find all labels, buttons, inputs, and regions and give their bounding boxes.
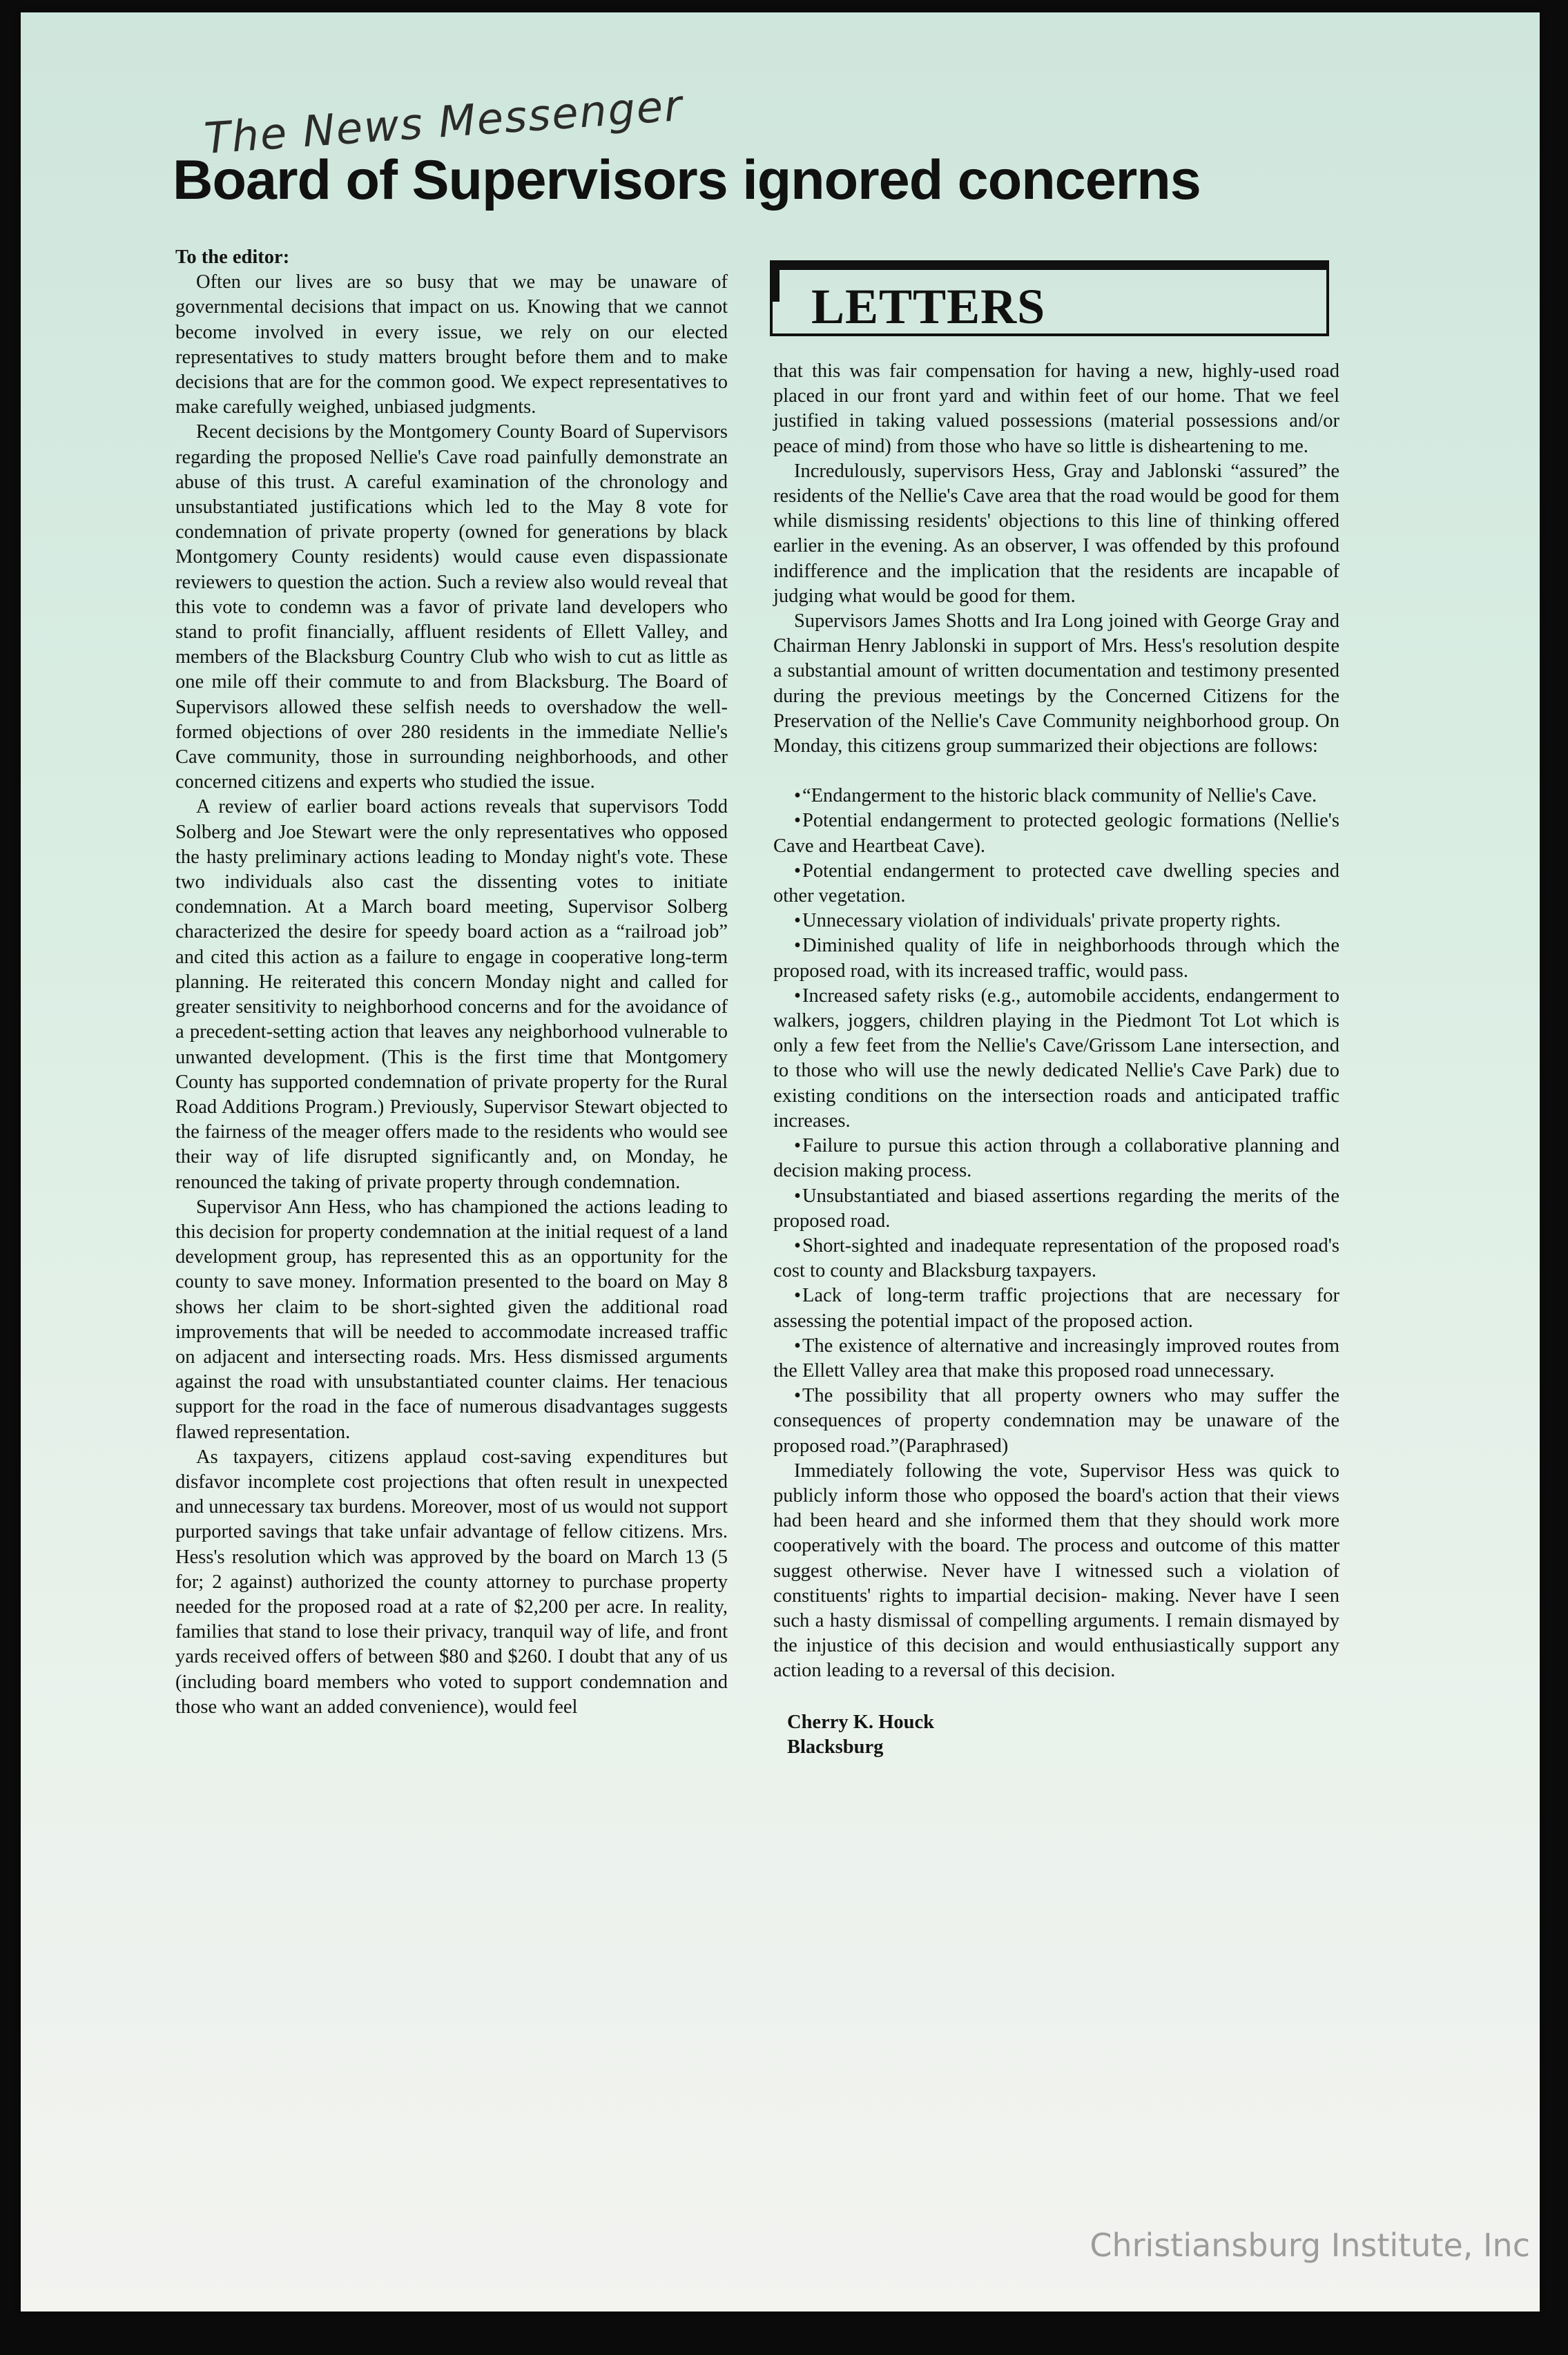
objection-item: • The existence of alternative and increasingly improved routes from the Ellett Valley area that make this proposed road unnecessary. (773, 1334, 1339, 1384)
objection-item: • Potential endangerment to protected geologic formations (Nellie's Cave and Heartbeat Cave). (773, 808, 1339, 858)
signature-place: Blacksburg (787, 1736, 884, 1758)
headline: Board of Supervisors ignored concerns (173, 149, 1201, 211)
paragraph: Incredulously, supervisors Hess, Gray and Jablonski “assured” the residents of the Nellie's Cave area that the road would be good for them while dismissing residents' objections to this line of thinking offered earlier in the evening. As an observer, I was offended by this profound indifference and the implication that the residents are incapable of judging what would be good for them. (773, 460, 1339, 607)
objection-item: • Unnecessary violation of individuals' private property rights. (773, 909, 1339, 933)
objection-item: • Lack of long-term traffic projections that are necessary for assessing the potential impact of the proposed action. (773, 1283, 1339, 1333)
objection-item: • Unsubstantiated and biased assertions regarding the merits of the proposed road. (773, 1184, 1339, 1234)
salutation: To the editor: (175, 246, 290, 268)
paragraph: that this was fair compensation for having a new, highly-used road placed in our front yard and within feet of our home. That we feel justified in taking valued possessions (material possessions and/or peace of mind) from those who have so little is disheartening to me. (773, 360, 1339, 457)
objection-item: • The possibility that all property owners who may suffer the consequences of property condemnation may be unaware of the proposed road.”(Paraphrased) (773, 1384, 1339, 1459)
paragraph: Supervisors James Shotts and Ira Long joined with George Gray and Chairman Henry Jablonski in support of Mrs. Hess's resolution despite a substantial amount of written documentation and testimony presented during the previous meetings by the Concerned Citizens for the Preservation of the Nellie's Cave Community neighborhood group. On Monday, this citizens group summarized their objections are follows: (773, 610, 1339, 757)
banner-rule (770, 260, 780, 302)
paragraph: As taxpayers, citizens applaud cost-saving expenditures but disfavor incomplete cost projections that often result in unexpected and unnecessary tax burdens. Moreover, most of us would not support purported savings that take unfair advantage of fellow citizens. Mrs. Hess's resolution which was approved by the board on March 13 (5 for; 2 against) authorized the county attorney to purchase property needed for the proposed road at a rate of $2,200 per acre. In reality, families that stand to lose their privacy, tranquil way of life, and front yards received offers of between $80 and $260. I doubt that any of us (including board members who voted to support condemnation and those who want an added convenience), would feel (175, 1446, 728, 1718)
left-column (175, 245, 728, 1720)
archive-watermark: Christiansburg Institute, Inc (1090, 2227, 1530, 2264)
handwritten-source-note: The News Messenger (202, 79, 685, 164)
closing-paragraph: Immediately following the vote, Supervisor Hess was quick to publicly inform those who opposed the board's action that their views had been heard and she informed them that they should work more cooperatively with the board. The process and outcome of this matter suggest otherwise. Never have I witnessed such a violation of constituents' rights to impartial decision- making. Never have I seen such a hasty dismissal of compelling arguments. I remain dismayed by the injustice of this decision and would enthusiastically support any action leading to a reversal of this decision. (773, 1460, 1339, 1682)
objection-item: • Increased safety risks (e.g., automobile accidents, endangerment to walkers, joggers, children playing in the Piedmont Tot Lot which is only a few feet from the Nellie's Cave/Grissom Lane intersection, and to those who will use the newly dedicated Nellie's Cave Park) due to existing conditions on the intersection roads and anticipated traffic increases. (773, 984, 1339, 1134)
objection-item: • Failure to pursue this action through a collaborative planning and decision making process. (773, 1134, 1339, 1183)
letters-section-label: LETTERS (811, 279, 1046, 334)
objection-item: • Diminished quality of life in neighborhoods through which the proposed road, with its increased traffic, would pass. (773, 933, 1339, 983)
paragraph: Often our lives are so busy that we may be unaware of governmental decisions that impact on us. Knowing that we cannot become involved in every issue, we rely on our elected representatives to study matters brought before them and to make decisions that are for the common good. We expect representatives to make carefully weighed, unbiased judgments. (175, 271, 728, 418)
objections-list (773, 784, 1339, 1458)
paragraph: Recent decisions by the Montgomery County Board of Supervisors regarding the proposed Nellie's Cave road painfully demonstrate an abuse of this trust. A careful examination of the chronology and unsubstantiated justifications which led to the May 8 vote for condemnation of private property (owned for generations by black Montgomery County residents) would cause even dispassionate reviewers to question the action. Such a review also would reveal that this vote to condemn was a favor of private land developers who stand to profit financially, affluent residents of Ellett Valley, and members of the Blacksburg Country Club who wish to cut as little as one mile off their commute to and from Blacksburg. The Board of Supervisors allowed these selfish needs to overshadow the well-formed objections of over 280 residents in the immediate Nellie's Cave community, those in surrounding neighborhoods, and other concerned citizens and experts who studied the issue. (175, 421, 728, 793)
right-column (773, 359, 1339, 1760)
signature (787, 1710, 1339, 1760)
signature-name: Cherry K. Houck (787, 1711, 934, 1733)
objection-item: • Short-sighted and inadequate representation of the proposed road's cost to county and Blacksburg taxpayers. (773, 1234, 1339, 1283)
objection-item: • “Endangerment to the historic black community of Nellie's Cave. (773, 784, 1339, 808)
objection-item: • Potential endangerment to protected cave dwelling species and other vegetation. (773, 859, 1339, 909)
paragraph: Supervisor Ann Hess, who has championed the actions leading to this decision for property condemnation at the initial request of a land development group, has represented this as an opportunity for the county to save money. Information presented to the board on May 8 shows her claim to be short-sighted given the additional road improvements that will be needed to accommodate increased traffic on adjacent and intersecting roads. Mrs. Hess dismissed arguments against the road with unsubstantiated counter claims. Her tenacious support for the road in the face of numerous disadvantages suggests flawed representation. (175, 1196, 728, 1443)
letters-section-banner (770, 260, 1329, 336)
paragraph: A review of earlier board actions reveals that supervisors Todd Solberg and Joe Stewart were the only representatives who opposed the hasty preliminary actions leading to Monday night's vote. These two individuals also cast the dissenting votes to initiate condemnation. At a March board meeting, Supervisor Solberg characterized the desire for speedy board action as a “railroad job” and cited this action as a failure to engage in cooperative long-term planning. He reiterated this concern Monday night and called for greater sensitivity to neighborhood concerns and for the avoidance of a precedent-setting action that leaves any neighborhood vulnerable to unwanted development. (This is the first time that Montgomery County has supported condemnation of private property for the Rural Road Additions Program.) Previously, Supervisor Stewart objected to the fairness of the meager offers made to the residents who would see their way of life disrupted significantly and, on Monday, he renounced the taking of private property through condemnation. (175, 796, 728, 1193)
